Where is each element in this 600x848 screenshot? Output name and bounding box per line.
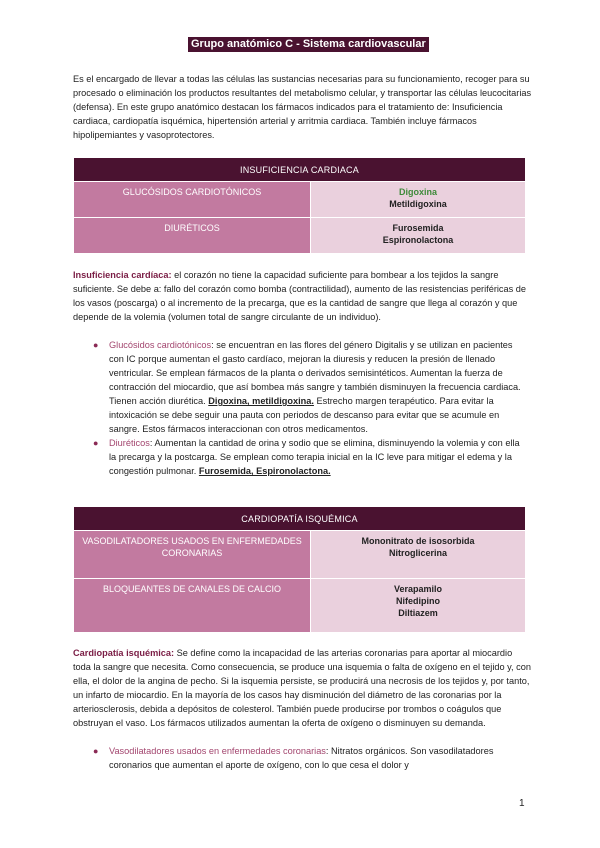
bullet-label: Vasodilatadores usados en enfermedades coronarias [109, 746, 326, 756]
drug-name: Digoxina [398, 187, 437, 197]
term-heading: Cardiopatía isquémica: [73, 648, 175, 658]
paragraph-text: el corazón no tiene la capacidad suficiente para bombear a los tejidos la sangre suficiente. Se debe a: fallo del corazón como bomba (contractilidad), aumento de las resistencias periféricas de los vasos (poscarga) o al incremento de la precarga, que es la cantidad de sangre que llega al corazón y que depende de la volemia (volumen total de sangre circulante de un individuo). [73, 270, 526, 322]
insuficiencia-cardiaca-table [73, 157, 526, 254]
drug-name: Espironolactona [382, 235, 454, 245]
drug-highlight: Digoxina, metildigoxina. [208, 396, 314, 406]
paragraph-text: Se define como la incapacidad de las arterias coronarias para aportar al miocardio toda la sangre que necesita. Como consecuencia, se produce una isquemia o falta de oxígeno en el tejido y, con ella, el dolor de la angina de pecho. Si la isquemia persiste, se producirá una necrosis de los tejidos y, por tanto, un infarto de miocardio. En la mayoría de los casos hay disminución del diámetro de las coronarias por la arteriosclerosis, debida a depósitos de colesterol. También puede producirse por trombos o coágulos que obstruyan el vaso. Los fármacos utilizados aumentan la oferta de oxígeno o disminuyen su demanda. [73, 648, 531, 728]
bullet-text: : Aumentan la cantidad de orina y sodio que se elimina, disminuyendo la volemia y con ella la precarga y la postcarga. Se emplean como terapia inicial en la IC leve para mitigar el edema y la congestión pulmonar. [109, 438, 520, 476]
drug-name: Diltiazem [398, 608, 438, 618]
cardiopatia-isquemica-table [73, 506, 526, 633]
table-row [74, 579, 526, 633]
drug-list [311, 218, 526, 254]
table-title: CARDIOPATÍA ISQUÉMICA [74, 507, 526, 531]
page-title: Grupo anatómico C - Sistema cardiovascular [188, 37, 429, 52]
bullet-dot-icon: ● [93, 340, 99, 350]
ic-paragraph [73, 268, 531, 324]
bullet-text: : Nitratos orgánicos. Son vasodilatadores coronarios que aumentan el aporte de oxígeno, con lo que cesa el dolor y [109, 746, 494, 770]
bullet-text: Estrecho margen terapéutico. Para evitar la intoxicación se debe seguir una pauta con periodos de descanso para evitar que se acumule en sangre. Estos fármacos interaccionan con otros medicamentos. [109, 396, 500, 434]
table-row [74, 531, 526, 579]
drug-list [311, 579, 526, 633]
drug-name: Verapamilo [393, 584, 443, 594]
term-heading: Insuficiencia cardíaca: [73, 270, 172, 280]
drug-name: Furosemida [392, 223, 444, 233]
table-title: INSUFICIENCIA CARDIACA [74, 158, 526, 182]
list-item [73, 338, 523, 436]
bullet-label: Diuréticos [109, 438, 150, 448]
drug-name: Nifedipino [396, 596, 440, 606]
bullet-label: Glucósidos cardiotónicos [109, 340, 212, 350]
ci-bullet-list [73, 744, 523, 772]
bullet-dot-icon: ● [93, 746, 99, 756]
drug-highlight: Furosemida, Espironolactona. [198, 466, 331, 476]
drug-category: DIURÉTICOS [74, 218, 311, 254]
table-row [74, 182, 526, 218]
drug-category: BLOQUEANTES DE CANALES DE CALCIO [74, 579, 311, 633]
drug-list [311, 531, 526, 579]
drug-list [311, 182, 526, 218]
table-header-row [74, 158, 526, 182]
list-item [73, 744, 523, 772]
bullet-text: : se encuentran en las flores del género Digitalis y se utilizan en pacientes con IC porque aumentan el gasto cardíaco, mejoran la diuresis y reducen la presión de llenado ventricular. Se emplean fármacos de la planta o derivados semisintéticos. Aumentan la fuerza de contracción del miocardio, que así bombea más sangre y también disminuyen la frecuencia cardiaca. Tienen acción diurética. [109, 340, 521, 406]
page-number: 1 [519, 798, 525, 809]
bullet-dot-icon: ● [93, 438, 99, 448]
ic-bullet-list [73, 338, 523, 478]
ci-paragraph [73, 646, 531, 730]
table-row [74, 218, 526, 254]
drug-name: Nitroglicerina [388, 548, 447, 558]
list-item [73, 436, 523, 478]
drug-name: Mononitrato de isosorbida [361, 536, 475, 546]
intro-paragraph: Es el encargado de llevar a todas las células las sustancias necesarias para su funcionamiento, recoger para su procesado o eliminación los productos resultantes del metabolismo celular, y transportar las células leucocitarias (defensa). En este grupo anatómico destacan los fármacos indicados para el tratamiento de: Insuficiencia cardiaca, cardiopatía isquémica, hipertensión arterial y arritmia cardiaca. También incluye fármacos hipolipemiantes y vasoprotectores. [73, 74, 532, 140]
drug-category: VASODILATADORES USADOS EN ENFERMEDADES CORONARIAS [74, 531, 311, 579]
drug-category: GLUCÓSIDOS CARDIOTÓNICOS [74, 182, 311, 218]
drug-name: Metildigoxina [389, 199, 447, 209]
table-header-row [74, 507, 526, 531]
